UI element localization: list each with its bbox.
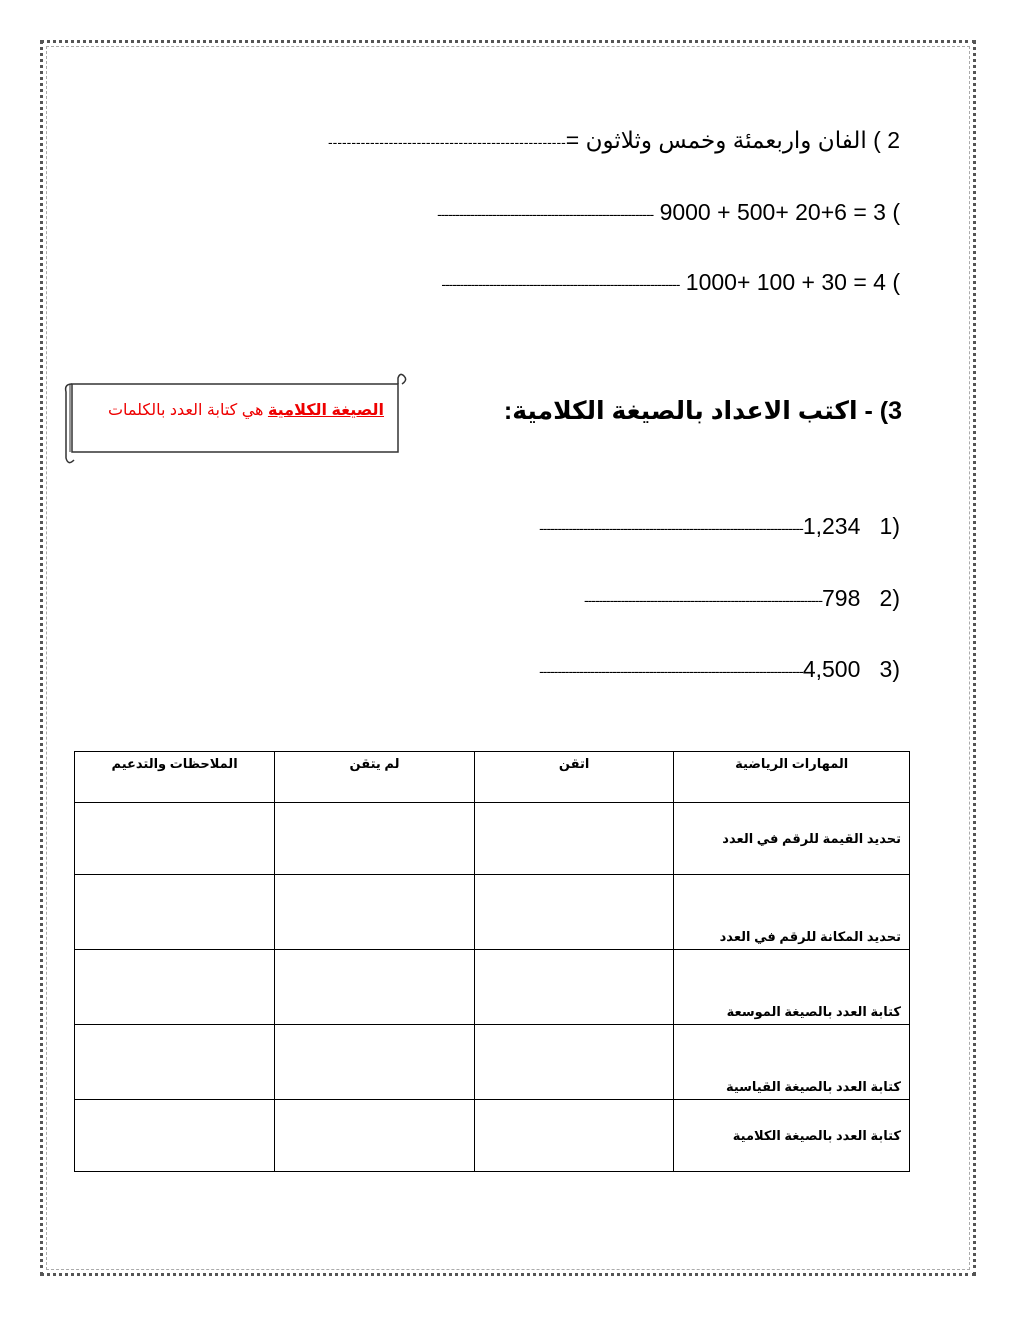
question-number: 3 ( (873, 199, 900, 225)
table-row (75, 875, 910, 950)
question-number: 4 ( (873, 269, 900, 295)
answer-blank[interactable]: ----------------------------------------------------------------- (441, 275, 680, 292)
header-mastered: اتقن (474, 752, 674, 803)
table-header-row (75, 752, 910, 803)
mastered-cell[interactable] (474, 875, 674, 950)
note-text: هي كتابة العدد بالكلمات (107, 402, 268, 419)
section-title: 3) - اكتب الاعداد بالصيغة الكلامية: (503, 397, 902, 425)
question-text: الفان واربعمئة وخمس وثلاثون = (565, 127, 867, 153)
notes-cell[interactable] (75, 1025, 275, 1100)
not-mastered-cell[interactable] (275, 1100, 475, 1172)
question-2-line (328, 126, 900, 156)
skill-cell: كتابة العدد بالصيغة القياسية (674, 1025, 910, 1100)
question-number: 2 ) (873, 127, 900, 153)
word-form-item-3 (539, 655, 900, 685)
table-row (75, 1100, 910, 1172)
not-mastered-cell[interactable] (275, 950, 475, 1025)
header-skills: المهارات الرياضية (674, 752, 910, 803)
number-value: 798 (822, 585, 861, 611)
mastered-cell[interactable] (474, 803, 674, 875)
mastered-cell[interactable] (474, 1100, 674, 1172)
table-row (75, 803, 910, 875)
item-number: 3) (879, 656, 900, 682)
item-number: 1) (879, 513, 900, 539)
word-form-item-1 (539, 512, 900, 542)
skill-cell: كتابة العدد بالصيغة الموسعة (674, 950, 910, 1025)
question-text: 1000+ 100 + 30 = (685, 269, 867, 295)
scroll-note (84, 400, 384, 420)
not-mastered-cell[interactable] (275, 803, 475, 875)
item-number: 2) (879, 585, 900, 611)
word-form-item-2 (584, 584, 900, 614)
not-mastered-cell[interactable] (275, 875, 475, 950)
skills-table (74, 751, 910, 1172)
number-value: 4,500 (802, 656, 861, 682)
not-mastered-cell[interactable] (275, 1025, 475, 1100)
answer-blank[interactable]: ----------------------------------------------------------------- (583, 591, 822, 608)
skill-cell: تحديد القيمة للرقم في العدد (674, 803, 910, 875)
skill-cell: تحديد المكانة للرقم في العدد (674, 875, 910, 950)
table-row (75, 1025, 910, 1100)
question-text: 9000 + 500+ 20+6 = (659, 199, 867, 225)
question-3-line (437, 198, 900, 228)
header-not-mastered: لم يتقن (275, 752, 475, 803)
notes-cell[interactable] (75, 1100, 275, 1172)
notes-cell[interactable] (75, 803, 275, 875)
note-highlight: الصيغة الكلامية (267, 402, 384, 419)
answer-blank[interactable]: --------------------------------------------------- (328, 133, 566, 150)
question-4-line (441, 268, 900, 298)
mastered-cell[interactable] (474, 1025, 674, 1100)
answer-blank[interactable]: ------------------------------------------------------------------------ (539, 519, 803, 536)
mastered-cell[interactable] (474, 950, 674, 1025)
notes-cell[interactable] (75, 875, 275, 950)
notes-cell[interactable] (75, 950, 275, 1025)
table-row (75, 950, 910, 1025)
answer-blank[interactable]: ------------------------------------------------------------------------ (539, 662, 803, 679)
header-notes: الملاحظات والتدعيم (75, 752, 275, 803)
number-value: 1,234 (802, 513, 861, 539)
skill-cell: كتابة العدد بالصيغة الكلامية (674, 1100, 910, 1172)
answer-blank[interactable]: ----------------------------------------------------------- (437, 205, 654, 222)
